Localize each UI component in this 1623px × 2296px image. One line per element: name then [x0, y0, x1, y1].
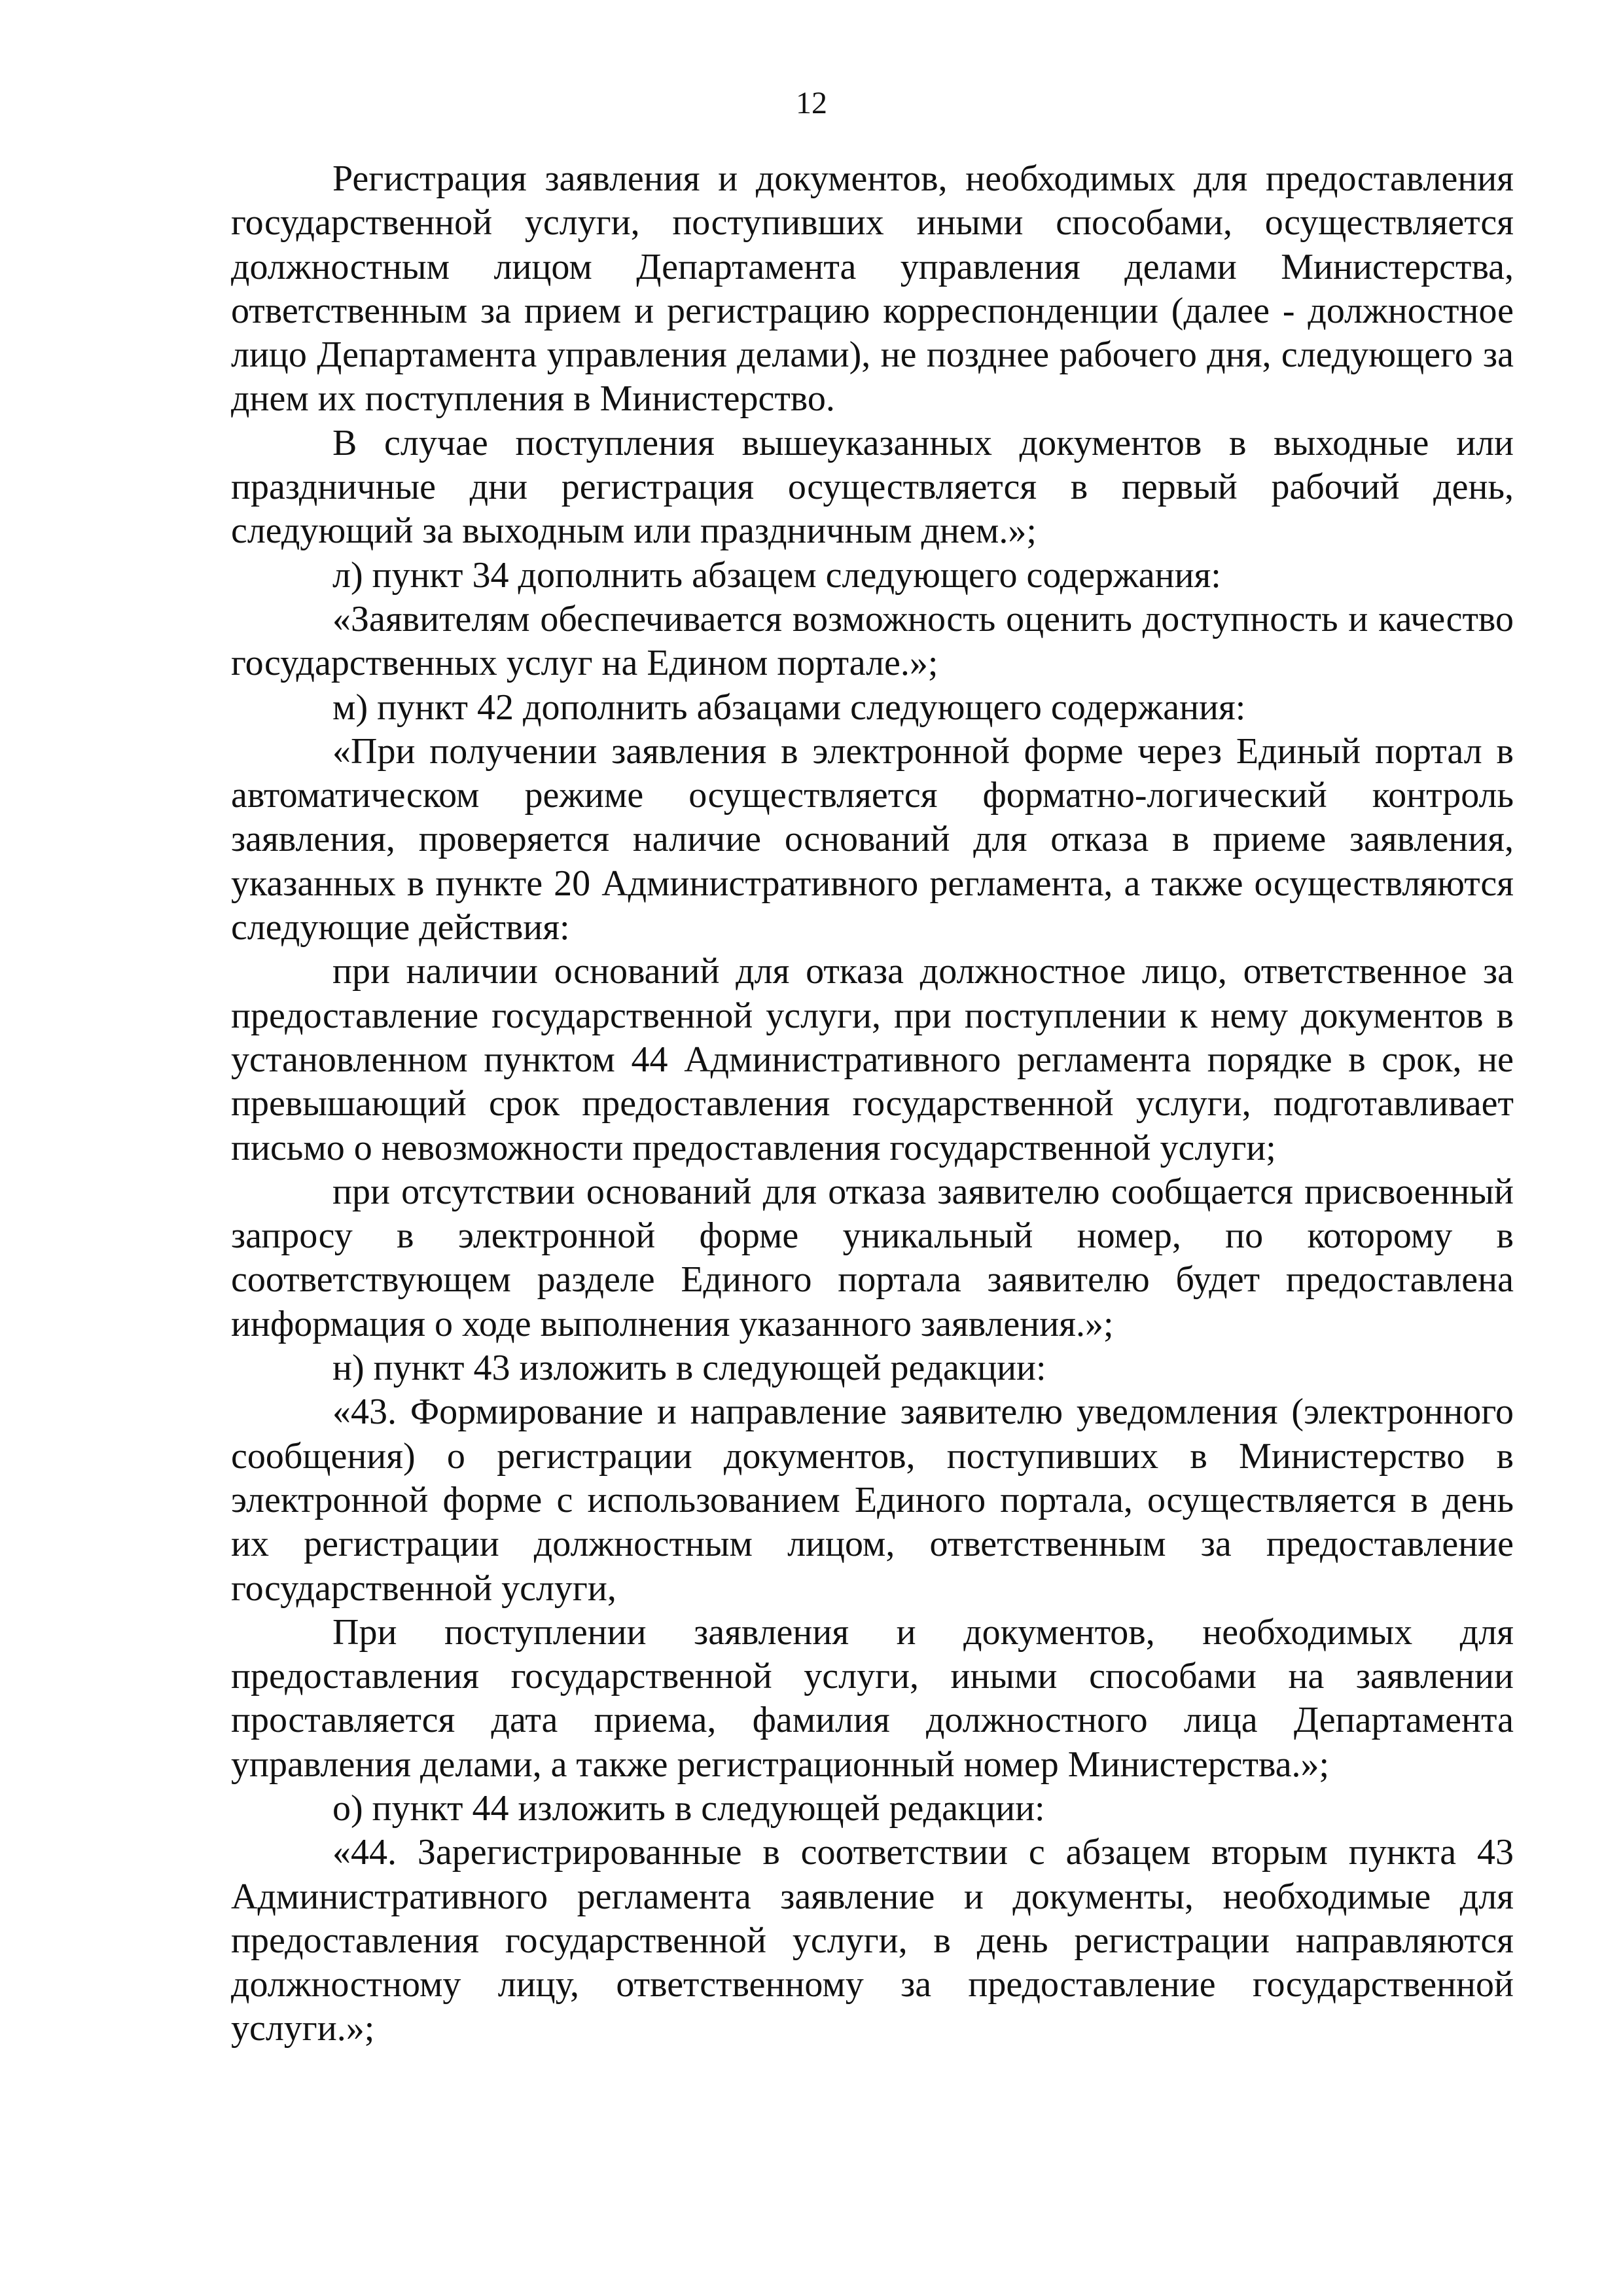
- paragraph-refusal-grounds: при наличии оснований для отказа должностное лицо, ответственное за предоставление государственной услуги, при поступлении к нему документов в установленном пунктом 44 Административного регламента порядке в срок, не превышающий срок предоставления государственной услуги, подготавливает письмо о невозможности предоставления государственной услуги;: [231, 951, 1514, 1168]
- page-number: 12: [796, 86, 827, 120]
- paragraph-item-m: м) пункт 42 дополнить абзацами следующего содержания:: [332, 687, 1246, 728]
- paragraph-item-n: н) пункт 43 изложить в следующей редакции:: [332, 1348, 1046, 1389]
- paragraph-item-o: о) пункт 44 изложить в следующей редакции:: [332, 1787, 1045, 1829]
- paragraph-point-44: «44. Зарегистрированные в соответствии с абзацем вторым пункта 43 Административного регламента заявление и документы, необходимые для предоставления государственной услуги, в день регистрации направляются должностному лицу, ответственному за предоставление государственной услуги.»;: [231, 1832, 1514, 2049]
- paragraph-registration: Регистрация заявления и документов, необходимых для предоставления государственной услуги, поступивших иными способами, осуществляется должностным лицом Департамента управления делами Министерства, ответственным за прием и регистрацию корреспонденции (далее - должностное лицо Департамента управления делами), не позднее рабочего дня, следующего за днем их поступления в Министерство.: [231, 158, 1514, 420]
- paragraph-no-refusal-grounds: при отсутствии оснований для отказа заявителю сообщается присвоенный запросу в электронной форме уникальный номер, по которому в соответствующем разделе Единого портала заявителю будет предоставлена информация о ходе выполнения указанного заявления.»;: [231, 1171, 1514, 1344]
- paragraph-other-methods: При поступлении заявления и документов, необходимых для предоставления государственной услуги, иными способами на заявлении проставляется дата приема, фамилия должностного лица Департамента управления делами, а также регистрационный номер Министерства.»;: [231, 1611, 1514, 1785]
- paragraph-weekend-registration: В случае поступления вышеуказанных документов в выходные или праздничные дни регистрация осуществляется в первый рабочий день, следующий за выходным или праздничным днем.»;: [231, 422, 1514, 552]
- paragraph-item-l: л) пункт 34 дополнить абзацем следующего содержания:: [332, 554, 1221, 596]
- paragraph-electronic-application: «При получении заявления в электронной форме через Единый портал в автоматическом режиме осуществляется форматно-логический контроль заявления, проверяется наличие оснований для отказа в приеме заявления, указанных в пункте 20 Административного регламента, а также осуществляются следующие действия:: [231, 730, 1514, 948]
- paragraph-quality-evaluation: «Заявителям обеспечивается возможность оценить доступность и качество государственных услуг на Едином портале.»;: [231, 598, 1514, 684]
- document-body: [231, 157, 1514, 2051]
- paragraph-point-43: «43. Формирование и направление заявителю уведомления (электронного сообщения) о регистрации документов, поступивших в Министерство в электронной форме с использованием Единого портала, осуществляется в день их регистрации должностным лицом, ответственным за предоставление государственной услуги,: [231, 1391, 1514, 1609]
